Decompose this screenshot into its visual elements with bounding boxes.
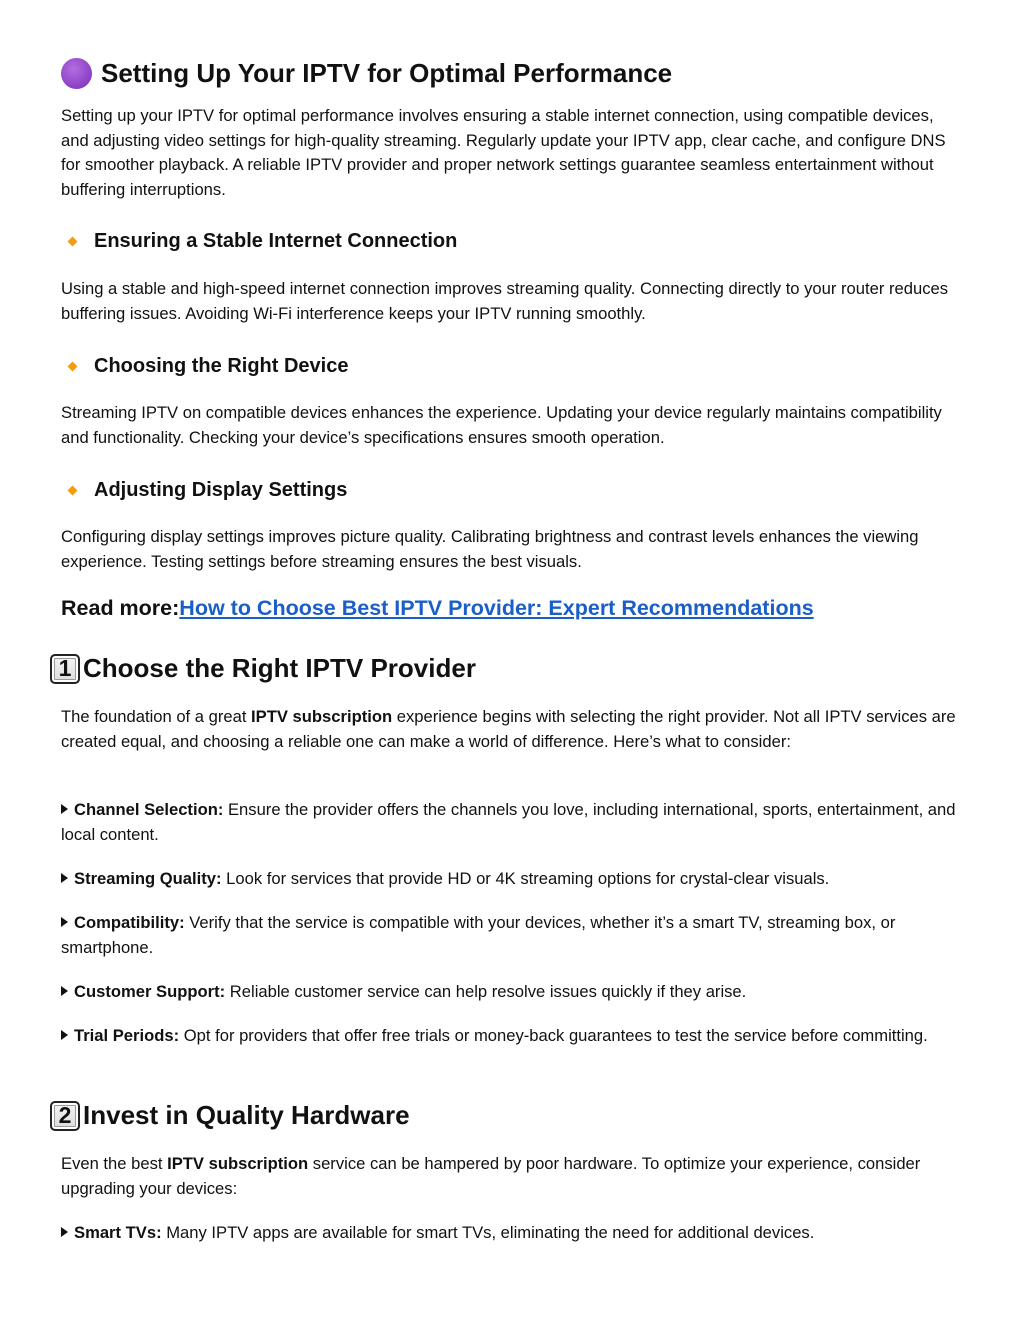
numbered-heading-title: Invest in Quality Hardware	[83, 1100, 410, 1130]
read-more	[61, 596, 814, 621]
keycap-number-icon: 2	[50, 1101, 80, 1131]
subsection-title: Choosing the Right Device	[94, 355, 349, 377]
section-paragraph: Even the best IPTV subscription service can be hampered by poor hardware. To optimize your experience, consider upgrading your devices:	[61, 1154, 921, 1198]
read-more-label: Read more:	[61, 596, 180, 620]
subsection-heading	[67, 479, 347, 502]
section-paragraph: The foundation of a great IPTV subscription experience begins with selecting the right provider. Not all IPTV services are created equal, and choosing a reliable one can make a world of difference. Here’s what to consider:	[61, 707, 956, 751]
section-title: Setting Up Your IPTV for Optimal Performance	[101, 58, 673, 88]
list-item: Channel Selection: Ensure the provider offers the channels you love, including international, sports, entertainment, and local content.	[61, 800, 956, 844]
subsection-heading	[67, 230, 457, 253]
orange-diamond-icon	[68, 237, 78, 247]
numbered-heading-title: Choose the Right IPTV Provider	[83, 653, 476, 683]
triangle-bullet-icon	[61, 1227, 68, 1237]
triangle-bullet-icon	[61, 986, 68, 996]
section-intro-paragraph: Setting up your IPTV for optimal performance involves ensuring a stable internet connection, using compatible devices, and adjusting video settings for high-quality streaming. Regularly update your IPTV app, clear cache, and configure DNS for smoother playback. A reliable IPTV provider and proper network settings guarantee seamless entertainment without buffering interruptions.	[61, 106, 946, 199]
section-heading	[61, 58, 672, 89]
orange-diamond-icon	[68, 486, 78, 496]
triangle-bullet-icon	[61, 804, 68, 814]
subsection-paragraph: Streaming IPTV on compatible devices enhances the experience. Updating your device regularly maintains compatibility and functionality. Checking your device’s specifications ensures smooth operation.	[61, 403, 942, 447]
triangle-bullet-icon	[61, 917, 68, 927]
list-item: Smart TVs: Many IPTV apps are available for smart TVs, eliminating the need for additional devices.	[61, 1221, 961, 1246]
subsection-title: Ensuring a Stable Internet Connection	[94, 230, 458, 252]
list-item: Customer Support: Reliable customer service can help resolve issues quickly if they arise.	[61, 980, 961, 1005]
numbered-heading	[50, 653, 476, 684]
subsection-paragraph: Using a stable and high-speed internet connection improves streaming quality. Connecting directly to your router reduces buffering issues. Avoiding Wi-Fi interference keeps your IPTV running smoothly.	[61, 279, 949, 323]
purple-circle-icon	[61, 58, 92, 89]
triangle-bullet-icon	[61, 1030, 68, 1040]
subsection-title: Adjusting Display Settings	[94, 479, 348, 501]
triangle-bullet-icon	[61, 873, 68, 883]
list-item: Trial Periods: Opt for providers that offer free trials or money-back guarantees to test the service before committing.	[61, 1024, 961, 1049]
list-item: Streaming Quality: Look for services that provide HD or 4K streaming options for crystal-clear visuals.	[61, 867, 961, 892]
list-item: Compatibility: Verify that the service is compatible with your devices, whether it’s a smart TV, streaming box, or smartphone.	[61, 913, 896, 957]
subsection-heading	[67, 355, 348, 378]
read-more-link[interactable]: How to Choose Best IPTV Provider: Expert Recommendations	[179, 596, 814, 620]
subsection-paragraph: Configuring display settings improves picture quality. Calibrating brightness and contrast levels enhances the viewing experience. Testing settings before streaming ensures the best visuals.	[61, 527, 919, 571]
keycap-number-icon: 1	[50, 654, 80, 684]
numbered-heading	[50, 1100, 410, 1131]
orange-diamond-icon	[68, 362, 78, 372]
